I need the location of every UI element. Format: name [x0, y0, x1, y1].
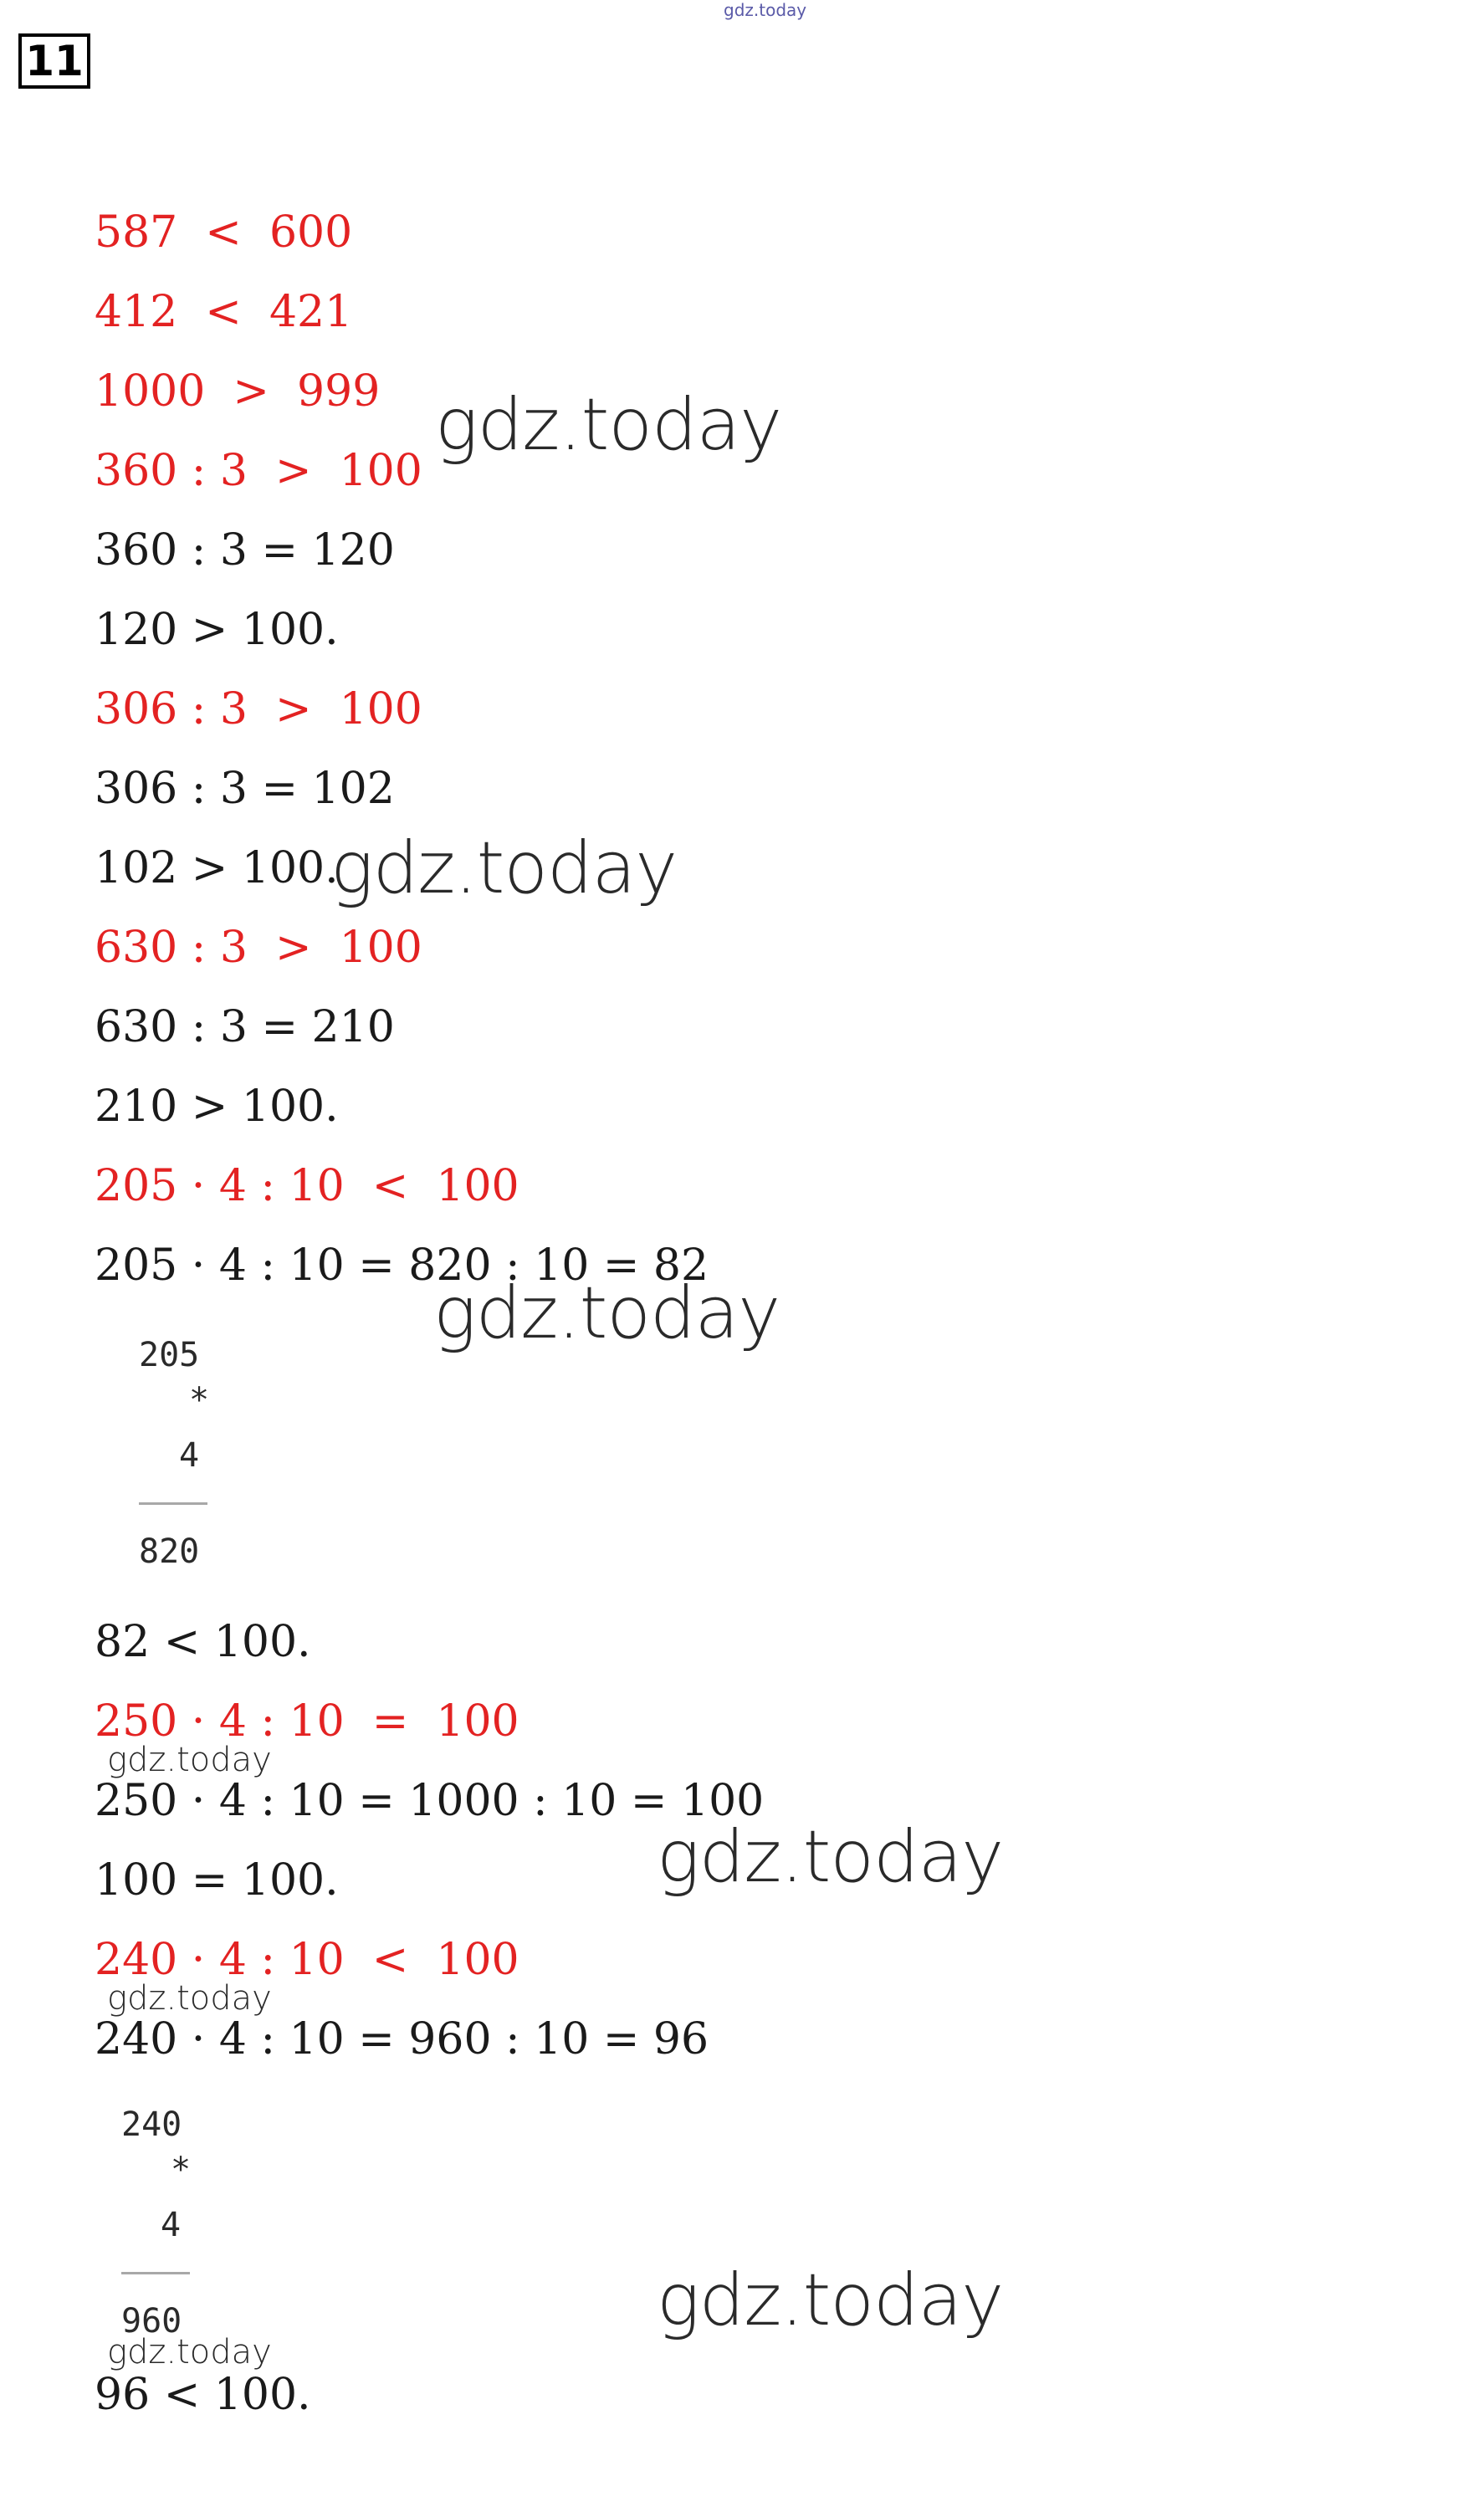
watermark: gdz.today — [107, 1741, 272, 1779]
column-bottom-number: 4 — [161, 2206, 182, 2244]
equation-line: 205 · 4 : 10 = 820 : 10 = 82 — [95, 1241, 709, 1291]
column-bottom-number: 4 — [179, 1436, 200, 1475]
equation-line: 96 < 100. — [95, 2370, 311, 2420]
column-top-number: 240 — [121, 2105, 182, 2144]
equation-line: 240 · 4 : 10 = 960 : 10 = 96 — [95, 2014, 709, 2064]
column-result: 820 — [139, 1532, 200, 1571]
watermark: gdz.today — [433, 1271, 780, 1355]
equation-line: 360 : 3 > 100 — [95, 446, 422, 496]
watermark: gdz.today — [107, 2333, 272, 2371]
equation-line: 587 < 600 — [95, 207, 353, 258]
equation-line: 306 : 3 = 102 — [95, 764, 395, 814]
equation-line: 630 : 3 = 210 — [95, 1002, 395, 1052]
column-result: 960 — [121, 2302, 182, 2341]
equation-line: 82 < 100. — [95, 1617, 311, 1667]
equation-line: 360 : 3 = 120 — [95, 525, 395, 576]
column-top-number: 205 — [139, 1336, 200, 1374]
column-operator: * — [189, 1381, 210, 1420]
equation-line: 250 · 4 : 10 = 1000 : 10 = 100 — [95, 1776, 765, 1826]
equation-line: 630 : 3 > 100 — [95, 923, 422, 973]
watermark: gdz.today — [435, 383, 782, 467]
column-rule — [121, 2272, 190, 2274]
column-rule — [139, 1502, 207, 1505]
equation-line: 102 > 100. — [95, 843, 339, 893]
equation-line: 205 · 4 : 10 < 100 — [95, 1161, 519, 1211]
equation-line: 1000 > 999 — [95, 366, 381, 417]
watermark: gdz.today — [330, 826, 678, 910]
watermark: gdz.today — [657, 2259, 1004, 2342]
equation-line: 240 · 4 : 10 < 100 — [95, 1935, 519, 1985]
equation-line: 210 > 100. — [95, 1082, 339, 1132]
task-number-box: 11 — [18, 33, 90, 89]
site-tag: gdz.today — [724, 0, 807, 20]
equation-line: 100 = 100. — [95, 1855, 339, 1906]
equation-line: 306 : 3 > 100 — [95, 684, 422, 734]
equation-line: 412 < 421 — [95, 287, 353, 337]
watermark: gdz.today — [657, 1815, 1004, 1899]
equation-line: 250 · 4 : 10 = 100 — [95, 1696, 519, 1747]
watermark: gdz.today — [107, 1979, 272, 2018]
equation-line: 120 > 100. — [95, 605, 339, 655]
column-operator: * — [171, 2151, 192, 2189]
